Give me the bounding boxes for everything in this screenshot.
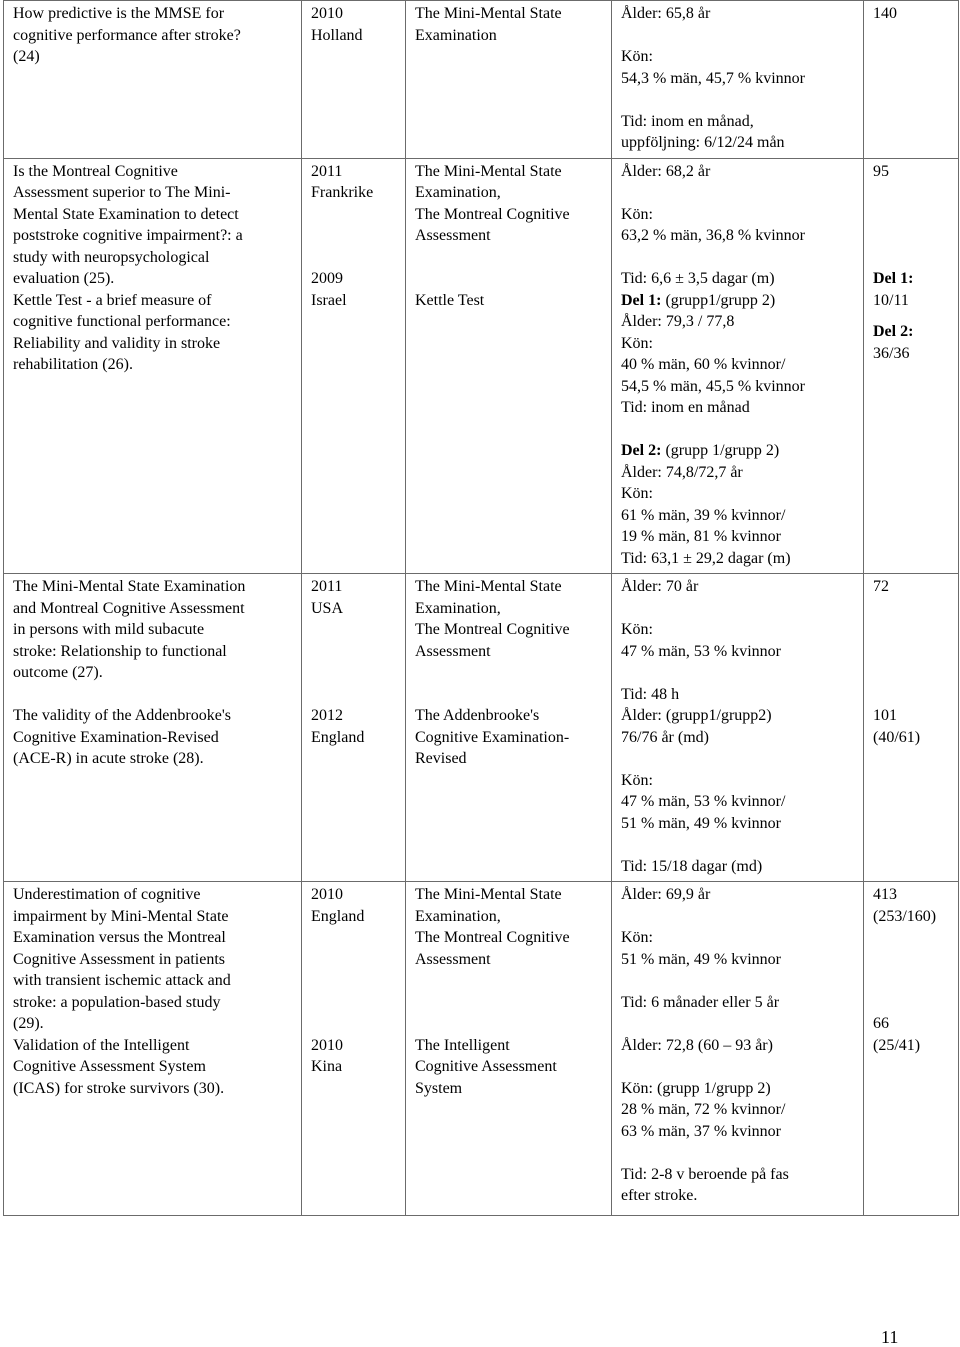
sample-size: 140: [864, 1, 959, 159]
instrument: The Mini-Mental State Examination: [406, 1, 612, 159]
instrument: The Mini-Mental State Examination, The Montreal Cognitive Assessment Kettle Test: [406, 158, 612, 574]
study-title: [4, 882, 302, 1216]
population: Ålder: 65,8 år Kön: 54,3 % män, 45,7 % kvinnor Tid: inom en månad, uppföljning: 6/12/24 mån: [612, 1, 864, 159]
sample-size: 72 101 (40/61): [864, 574, 959, 882]
study-title: [4, 574, 302, 882]
year-country: 2011 Frankrike 2009 Israel: [302, 158, 406, 574]
page-number: 11: [881, 1327, 899, 1347]
year-country: 2011 USA 2012 England: [302, 574, 406, 882]
population: Ålder: 69,9 år Kön: 51 % män, 49 % kvinnor Tid: 6 månader eller 5 år Ålder: 72,8 (60 – 93 år) Kön: (grupp 1/grupp 2) 28 % män, 72 % kvinnor/ 63 % män, 37 % kvinnor Tid: 2-8 v beroende på fas efter stroke.: [612, 882, 864, 1216]
year-country: 2010 England 2010 Kina: [302, 882, 406, 1216]
study-title-26: Kettle Test - a brief measure of cognitive functional performance: Reliability and validity in stroke rehabilitation (26).: [13, 291, 231, 373]
population: Ålder: 70 år Kön: 47 % män, 53 % kvinnor Tid: 48 h Ålder: (grupp1/grupp2) 76/76 år (md) Kön: 47 % män, 53 % kvinnor/ 51 % män, 49 % kvinnor Tid: 15/18 dagar (md): [612, 574, 864, 882]
table-row: [4, 158, 959, 574]
study-title-30: Validation of the Intelligent Cognitive Assessment System (ICAS) for stroke survivors (30).: [13, 1036, 225, 1097]
study-title-25: Is the Montreal Cognitive Assessment superior to The Mini- Mental State Examination to detect poststroke cognitive impairment?: a study with neuropsychological evaluation (25).: [13, 162, 243, 287]
instrument: The Mini-Mental State Examination, The Montreal Cognitive Assessment The Intelligent Cognitive Assessment System: [406, 882, 612, 1216]
table-row: [4, 1, 959, 159]
study-title-29: Underestimation of cognitive impairment by Mini-Mental State Examination versus the Montreal Cognitive Assessment in patients with transient ischemic attack and stroke: a population-based study (29).: [13, 886, 231, 1032]
study-title: How predictive is the MMSE for cognitive performance after stroke? (24): [4, 1, 302, 159]
studies-table: [3, 0, 959, 1216]
study-title: [4, 158, 302, 574]
study-title-28: The validity of the Addenbrooke's Cognitive Examination-Revised (ACE-R) in acute stroke (28).: [13, 707, 231, 767]
sample-size: 95 Del 1: 10/11 Del 2: 36/36: [864, 158, 959, 574]
instrument: The Mini-Mental State Examination, The Montreal Cognitive Assessment The Addenbrooke's Cognitive Examination- Revised: [406, 574, 612, 882]
table-row: [4, 574, 959, 882]
population: Ålder: 68,2 år Kön: 63,2 % män, 36,8 % kvinnor Tid: 6,6 ± 3,5 dagar (m) Del 1: (grupp1/grupp 2) Ålder: 79,3 / 77,8 Kön: 40 % män, 60 % kvinnor/ 54,5 % män, 45,5 % kvinnor Tid: inom en månad Del 2: (grupp 1/grupp 2) Ålder: 74,8/72,7 år Kön: 61 % män, 39 % kvinnor/ 19 % män, 81 % kvinnor Tid: 63,1 ± 29,2 dagar (m): [612, 158, 864, 574]
table-row: [4, 882, 959, 1216]
sample-size: 413 (253/160) 66 (25/41): [864, 882, 959, 1216]
year-country: 2010 Holland: [302, 1, 406, 159]
study-title-27: The Mini-Mental State Examination and Montreal Cognitive Assessment in persons with mild subacute stroke: Relationship to functional outcome (27).: [13, 578, 246, 681]
